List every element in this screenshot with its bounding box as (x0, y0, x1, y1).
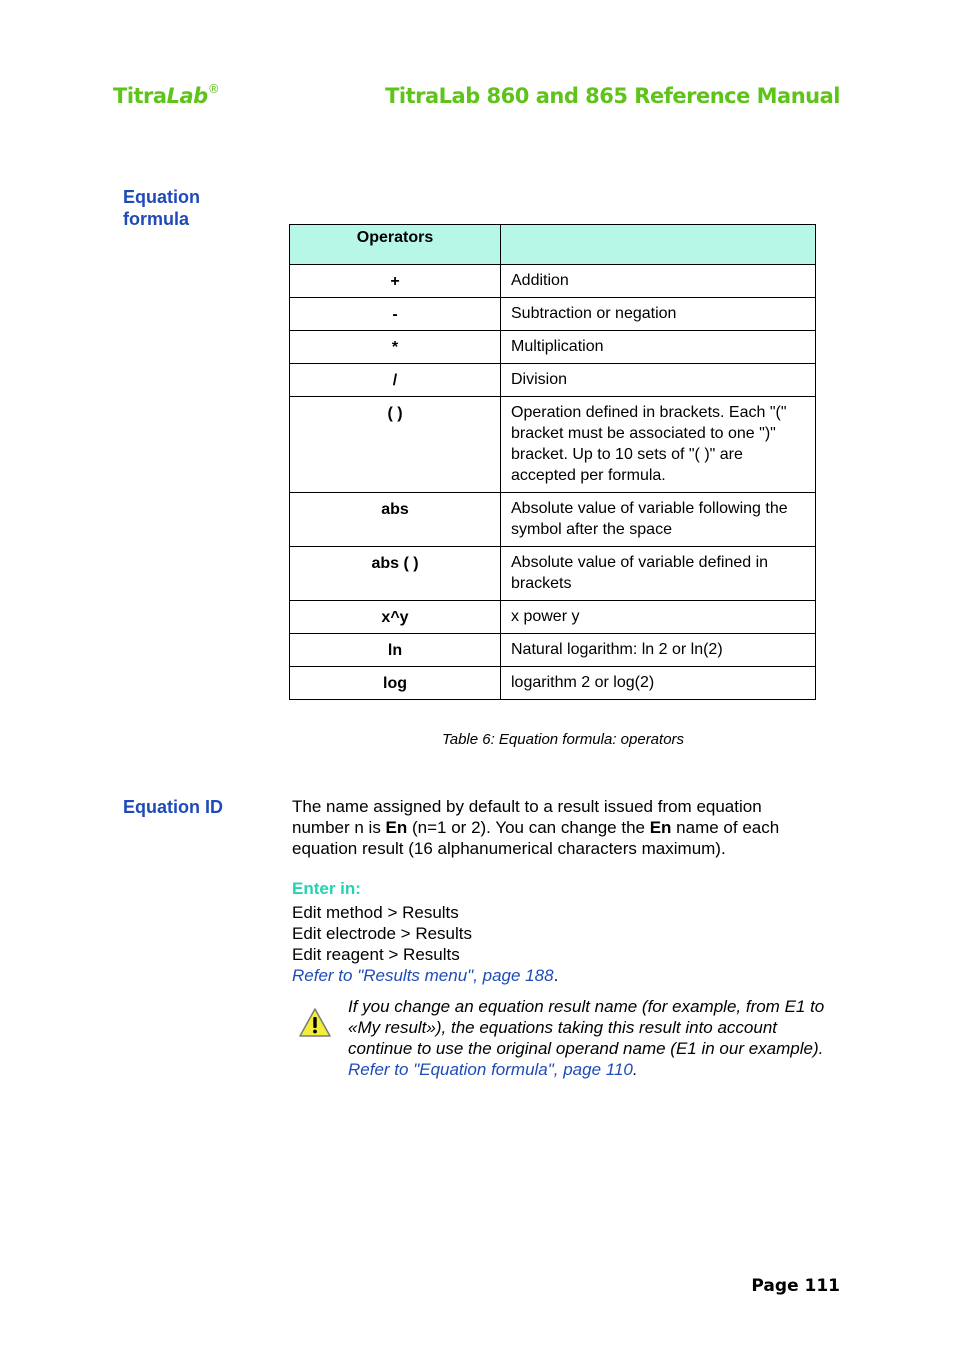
description-cell: logarithm 2 or log(2) (501, 667, 816, 700)
description-cell: Addition (501, 265, 816, 298)
description-cell: Natural logarithm: ln 2 or ln(2) (501, 634, 816, 667)
description-cell: Division (501, 364, 816, 397)
brand-suffix: Lab (166, 84, 208, 108)
table-row (290, 364, 816, 397)
operator-cell: * (290, 331, 501, 364)
operator-cell: abs ( ) (290, 547, 501, 601)
description-cell: Absolute value of variable following the symbol after the space (501, 493, 816, 547)
operator-cell: + (290, 265, 501, 298)
table-row (290, 397, 816, 493)
para-bold-en: En (649, 818, 672, 837)
description-cell: Absolute value of variable defined in brackets (501, 547, 816, 601)
menu-paths (292, 902, 558, 986)
registered-mark: ® (207, 82, 220, 96)
operator-cell: - (290, 298, 501, 331)
menu-path: Edit reagent > Results (292, 945, 460, 964)
table-row (290, 667, 816, 700)
header-operators: Operators (290, 225, 501, 265)
note-text: If you change an equation result name (for example, from E1 to «My result»), the equations taking this result into account continue to use the original operand name (E1 in our example). (348, 997, 825, 1058)
results-menu-link[interactable]: Refer to "Results menu", page 188 (292, 966, 554, 985)
heading-line-1: Equation (123, 187, 200, 207)
para-bold-en: En (385, 818, 408, 837)
operator-cell: log (290, 667, 501, 700)
table-row (290, 493, 816, 547)
operator-cell: abs (290, 493, 501, 547)
equation-formula-link[interactable]: Refer to "Equation formula", page 110 (348, 1060, 633, 1079)
heading-equation-formula (123, 186, 200, 230)
table-row (290, 634, 816, 667)
table-row (290, 298, 816, 331)
warning-note (348, 996, 828, 1080)
table-row (290, 331, 816, 364)
description-cell: Multiplication (501, 331, 816, 364)
warning-triangle-icon (298, 1007, 332, 1039)
brand-prefix: Titra (113, 84, 167, 108)
page-number: Page 111 (751, 1276, 840, 1296)
enter-in-label: Enter in: (292, 879, 361, 898)
menu-path: Edit electrode > Results (292, 924, 473, 943)
para-text: name of each equation result (16 alphanumerical characters maximum). (292, 818, 780, 858)
description-cell: Subtraction or negation (501, 298, 816, 331)
heading-equation-id: Equation ID (123, 797, 223, 817)
header-description (501, 225, 816, 265)
reference-period: . (553, 966, 559, 985)
heading-line-2: formula (123, 209, 190, 229)
operators-table (289, 224, 816, 700)
reference-line (292, 965, 558, 986)
table-row (290, 265, 816, 298)
operator-cell: ( ) (290, 397, 501, 493)
operator-cell: / (290, 364, 501, 397)
brand-logo (113, 84, 219, 108)
equation-id-paragraph (292, 796, 812, 859)
menu-path: Edit method > Results (292, 903, 459, 922)
note-period: . (632, 1060, 638, 1079)
para-text: (n=1 or 2). You can change the (407, 818, 650, 837)
operator-cell: x^y (290, 601, 501, 634)
description-cell: x power y (501, 601, 816, 634)
para-text: The name assigned by default to a result issued from equation number n is (292, 797, 762, 837)
manual-title: TitraLab 860 and 865 Reference Manual (385, 84, 840, 108)
operator-cell: ln (290, 634, 501, 667)
table-caption: Table 6: Equation formula: operators (441, 731, 685, 748)
table-header-row (290, 225, 816, 265)
table-row (290, 601, 816, 634)
description-cell: Operation defined in brackets. Each "(" bracket must be associated to one ")" bracket. Up to 10 sets of "( )" are accepted per formula. (501, 397, 816, 493)
table-row (290, 547, 816, 601)
